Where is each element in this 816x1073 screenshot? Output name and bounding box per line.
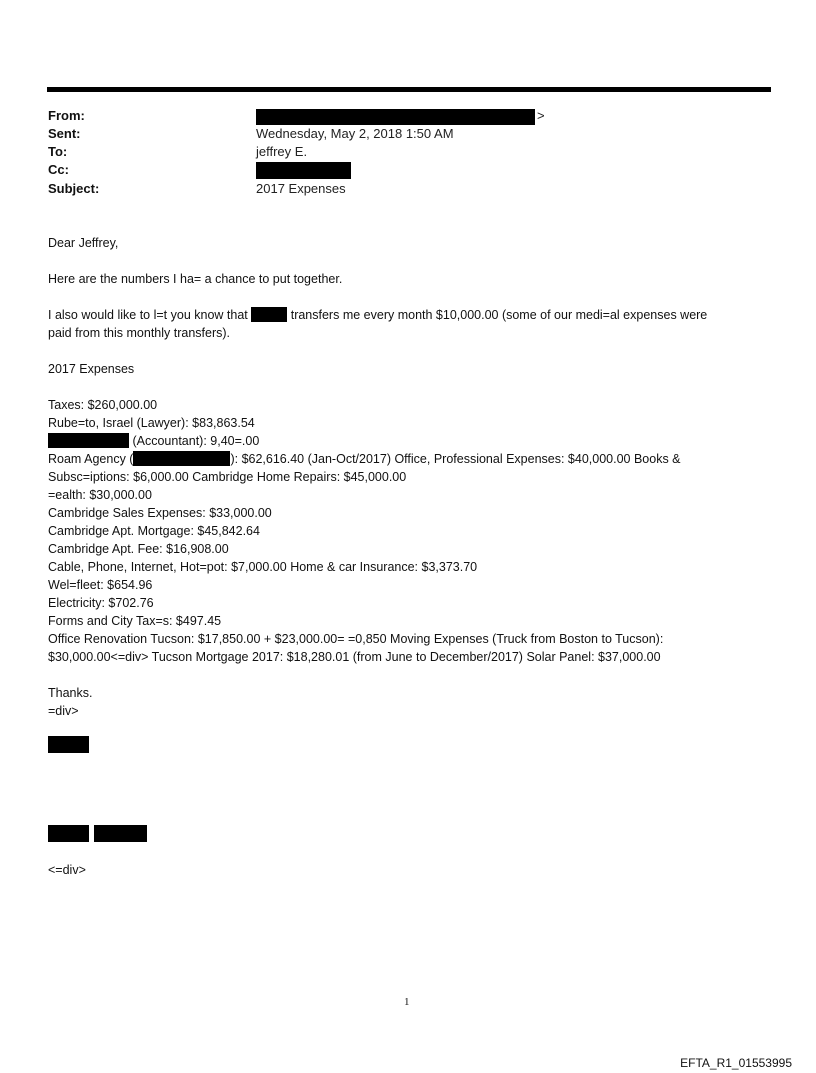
expense-accountant: [48, 432, 259, 450]
subject-value: 2017 Expenses: [256, 181, 346, 196]
expense-roam: [48, 450, 681, 468]
expense-subscriptions: Subsc=iptions: $6,000.00 Cambridge Home Repairs: $45,000.00: [48, 470, 407, 484]
subject-label: Subject:: [48, 181, 100, 196]
transfer-after: transfers me every month $10,000.00 (some of our medi=al expenses were: [287, 308, 708, 322]
div-tag: =div>: [48, 704, 79, 718]
redacted-name: [251, 307, 287, 322]
sent-value: Wednesday, May 2, 2018 1:50 AM: [256, 126, 454, 141]
expense-sales: Cambridge Sales Expenses: $33,000.00: [48, 506, 272, 520]
accountant-text: (Accountant): 9,40=.00: [129, 434, 260, 448]
transfer-line: [48, 306, 707, 324]
roam-before: Roam Agency (: [48, 452, 134, 466]
greeting: Dear Jeffrey,: [48, 236, 119, 250]
to-label: To:: [48, 144, 68, 159]
transfer-before: I also would like to l=t you know that: [48, 308, 252, 322]
page-number: 1: [404, 996, 410, 1008]
redacted-sender: [256, 109, 535, 125]
expense-forms: Forms and City Tax=s: $497.45: [48, 614, 222, 628]
from-label: From:: [48, 108, 85, 123]
expense-welfleet: Wel=fleet: $654.96: [48, 578, 153, 592]
sent-label: Sent:: [48, 126, 81, 141]
thanks: Thanks.: [48, 686, 93, 700]
section-title: 2017 Expenses: [48, 362, 135, 376]
intro-line: Here are the numbers I ha= a chance to put together.: [48, 272, 343, 286]
expense-cable: Cable, Phone, Internet, Hot=pot: $7,000.00 Home & car Insurance: $3,373.70: [48, 560, 478, 574]
roam-after: ): $62,616.40 (Jan-Oct/2017) Office, Professional Expenses: $40,000.00 Books &: [230, 452, 681, 466]
expense-lawyer: Rube=to, Israel (Lawyer): $83,863.54: [48, 416, 255, 430]
to-value: jeffrey E.: [256, 144, 308, 159]
redacted-signoff-last: [94, 825, 147, 842]
redacted-signature: [48, 736, 89, 753]
div-close-tag: <=div>: [48, 863, 86, 877]
redacted-signoff-first: [48, 825, 89, 842]
expense-renovation: Office Renovation Tucson: $17,850.00 + $23,000.00= =0,850 Moving Expenses (Truck from Boston to Tucson):: [48, 632, 664, 646]
expense-electricity: Electricity: $702.76: [48, 596, 154, 610]
redacted-accountant: [48, 433, 129, 448]
redacted-agency: [133, 451, 230, 466]
expense-mortgage: Cambridge Apt. Mortgage: $45,842.64: [48, 524, 260, 538]
expense-health: =ealth: $30,000.00: [48, 488, 152, 502]
expense-tucson: $30,000.00<=div> Tucson Mortgage 2017: $18,280.01 (from June to December/2017) Solar Panel: $37,000.00: [48, 650, 661, 664]
document-id: EFTA_R1_01553995: [680, 1056, 792, 1070]
expense-fee: Cambridge Apt. Fee: $16,908.00: [48, 542, 229, 556]
cc-label: Cc:: [48, 162, 69, 177]
expense-taxes: Taxes: $260,000.00: [48, 398, 158, 412]
redacted-cc: [256, 162, 351, 179]
header-rule: [47, 87, 771, 92]
from-suffix: >: [537, 108, 545, 123]
transfer-line-2: paid from this monthly transfers).: [48, 326, 231, 340]
